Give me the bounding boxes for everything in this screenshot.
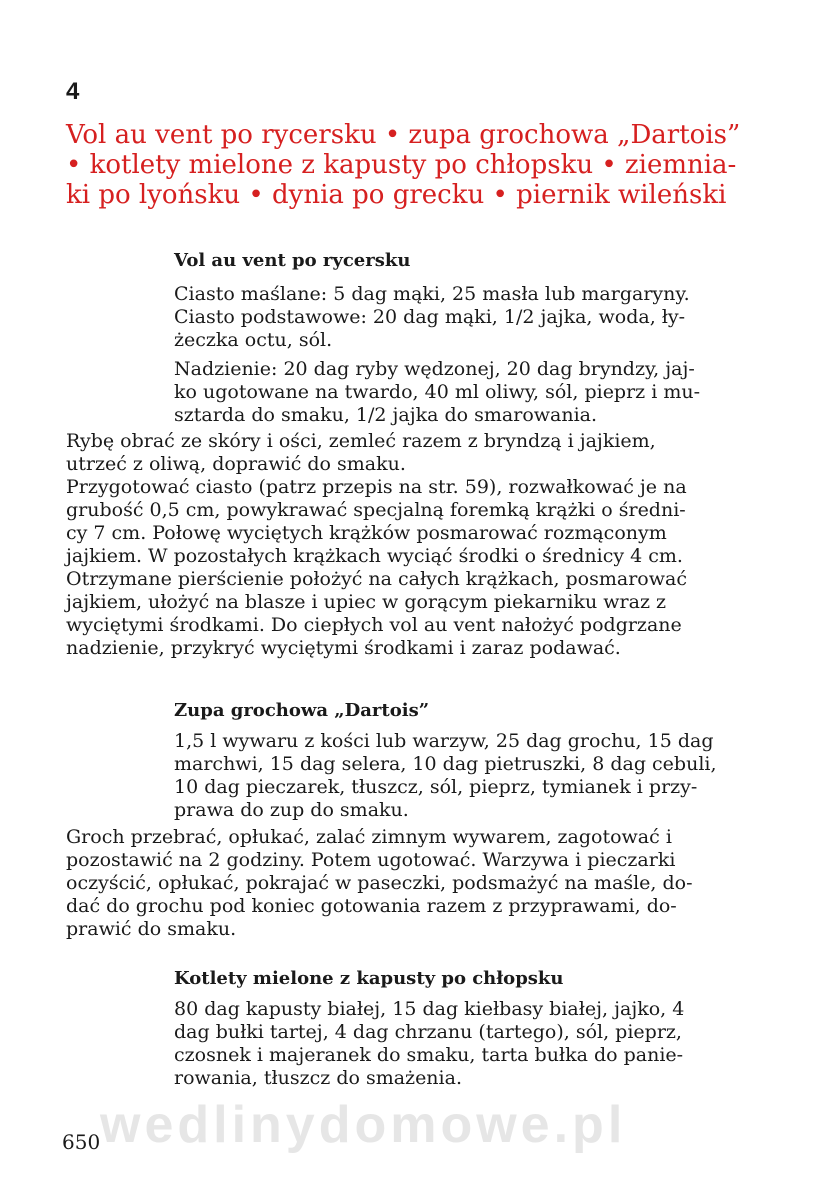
recipe-ingredients: [174, 998, 734, 1096]
text-line: rowania, tłuszcz do smażenia.: [174, 1067, 462, 1089]
recipe-title: Kotlety mielone z kapusty po chłopsku: [174, 968, 564, 989]
text-line: Otrzymane pierścienie położyć na całych krążkach, posmarować: [66, 568, 687, 590]
recipe-method: [66, 826, 736, 941]
text-line: Ciasto podstawowe: 20 dag mąki, 1/2 jajka, woda, ły-: [174, 306, 686, 328]
text-line: marchwi, 15 dag selera, 10 dag pietruszki, 8 dag cebuli,: [174, 753, 717, 775]
text-line: żeczka octu, sól.: [174, 329, 333, 351]
text-line: Ciasto maślane: 5 dag mąki, 25 masła lub margaryny.: [174, 283, 690, 305]
text-line: Przygotować ciasto (patrz przepis na str. 59), rozwałkować je na: [66, 476, 687, 498]
ingredient-paragraph: [174, 730, 734, 822]
text-line: Groch przebrać, opłukać, zalać zimnym wywarem, zagotować i: [66, 826, 672, 848]
menu-title-line: Vol au vent po rycersku • zupa grochowa „Dartois”: [66, 120, 741, 150]
text-line: Rybę obrać ze skóry i ości, zemleć razem z bryndzą i jajkiem,: [66, 430, 656, 452]
text-line: grubość 0,5 cm, powykrawać specjalną foremką krążki o średni-: [66, 499, 686, 521]
text-line: 1,5 l wywaru z kości lub warzyw, 25 dag grochu, 15 dag: [174, 730, 714, 752]
text-line: jajkiem. W pozostałych krążkach wyciąć środki o średnicy 4 cm.: [66, 545, 683, 567]
recipe-ingredients: [174, 730, 734, 828]
text-line: dag bułki tartej, 4 dag chrzanu (tartego), sól, pieprz,: [174, 1021, 682, 1043]
text-line: ko ugotowane na twardo, 40 ml oliwy, sól, pieprz i mu-: [174, 381, 701, 403]
menu-title-line: ki po lyońsku • dynia po grecku • piernik wileński: [66, 180, 727, 210]
recipe-title: Zupa grochowa „Dartois”: [174, 700, 430, 721]
text-line: nadzienie, przykryć wyciętymi środkami i zaraz podawać.: [66, 637, 621, 659]
ingredient-paragraph: [174, 998, 734, 1090]
recipe-ingredients: [174, 283, 734, 433]
watermark: wedlinydomowe.pl: [100, 1096, 627, 1154]
text-line: czosnek i majeranek do smaku, tarta bułka do panie-: [174, 1044, 684, 1066]
text-line: oczyścić, opłukać, pokrajać w paseczki, podsmażyć na maśle, do-: [66, 872, 693, 894]
text-line: dać do grochu pod koniec gotowania razem z przyprawami, do-: [66, 895, 677, 917]
menu-title-line: • kotlety mielone z kapusty po chłopsku • ziemnia-: [66, 150, 737, 180]
text-line: 80 dag kapusty białej, 15 dag kiełbasy białej, jajko, 4: [174, 998, 685, 1020]
text-line: wyciętymi środkami. Do ciepłych vol au vent nałożyć podgrzane: [66, 614, 682, 636]
text-line: 10 dag pieczarek, tłuszcz, sól, pieprz, tymianek i przy-: [174, 776, 698, 798]
ingredient-paragraph: [174, 358, 734, 427]
text-line: Nadzienie: 20 dag ryby wędzonej, 20 dag bryndzy, jaj-: [174, 358, 695, 380]
text-line: sztarda do smaku, 1/2 jajka do smarowania.: [174, 404, 598, 426]
day-number: 4: [66, 78, 80, 105]
menu-title: [66, 120, 756, 210]
text-line: utrzeć z oliwą, doprawić do smaku.: [66, 453, 406, 475]
text-line: pozostawić na 2 godziny. Potem ugotować. Warzywa i pieczarki: [66, 849, 676, 871]
recipe-method: [66, 430, 736, 660]
recipe-title: Vol au vent po rycersku: [174, 250, 411, 271]
ingredient-paragraph: [174, 283, 734, 352]
text-line: cy 7 cm. Połowę wyciętych krążków posmarować rozmąconym: [66, 522, 667, 544]
text-line: prawić do smaku.: [66, 918, 237, 940]
page-number: 650: [62, 1130, 101, 1154]
text-line: jajkiem, ułożyć na blasze i upiec w gorącym piekarniku wraz z: [66, 591, 667, 613]
text-line: prawa do zup do smaku.: [174, 799, 409, 821]
